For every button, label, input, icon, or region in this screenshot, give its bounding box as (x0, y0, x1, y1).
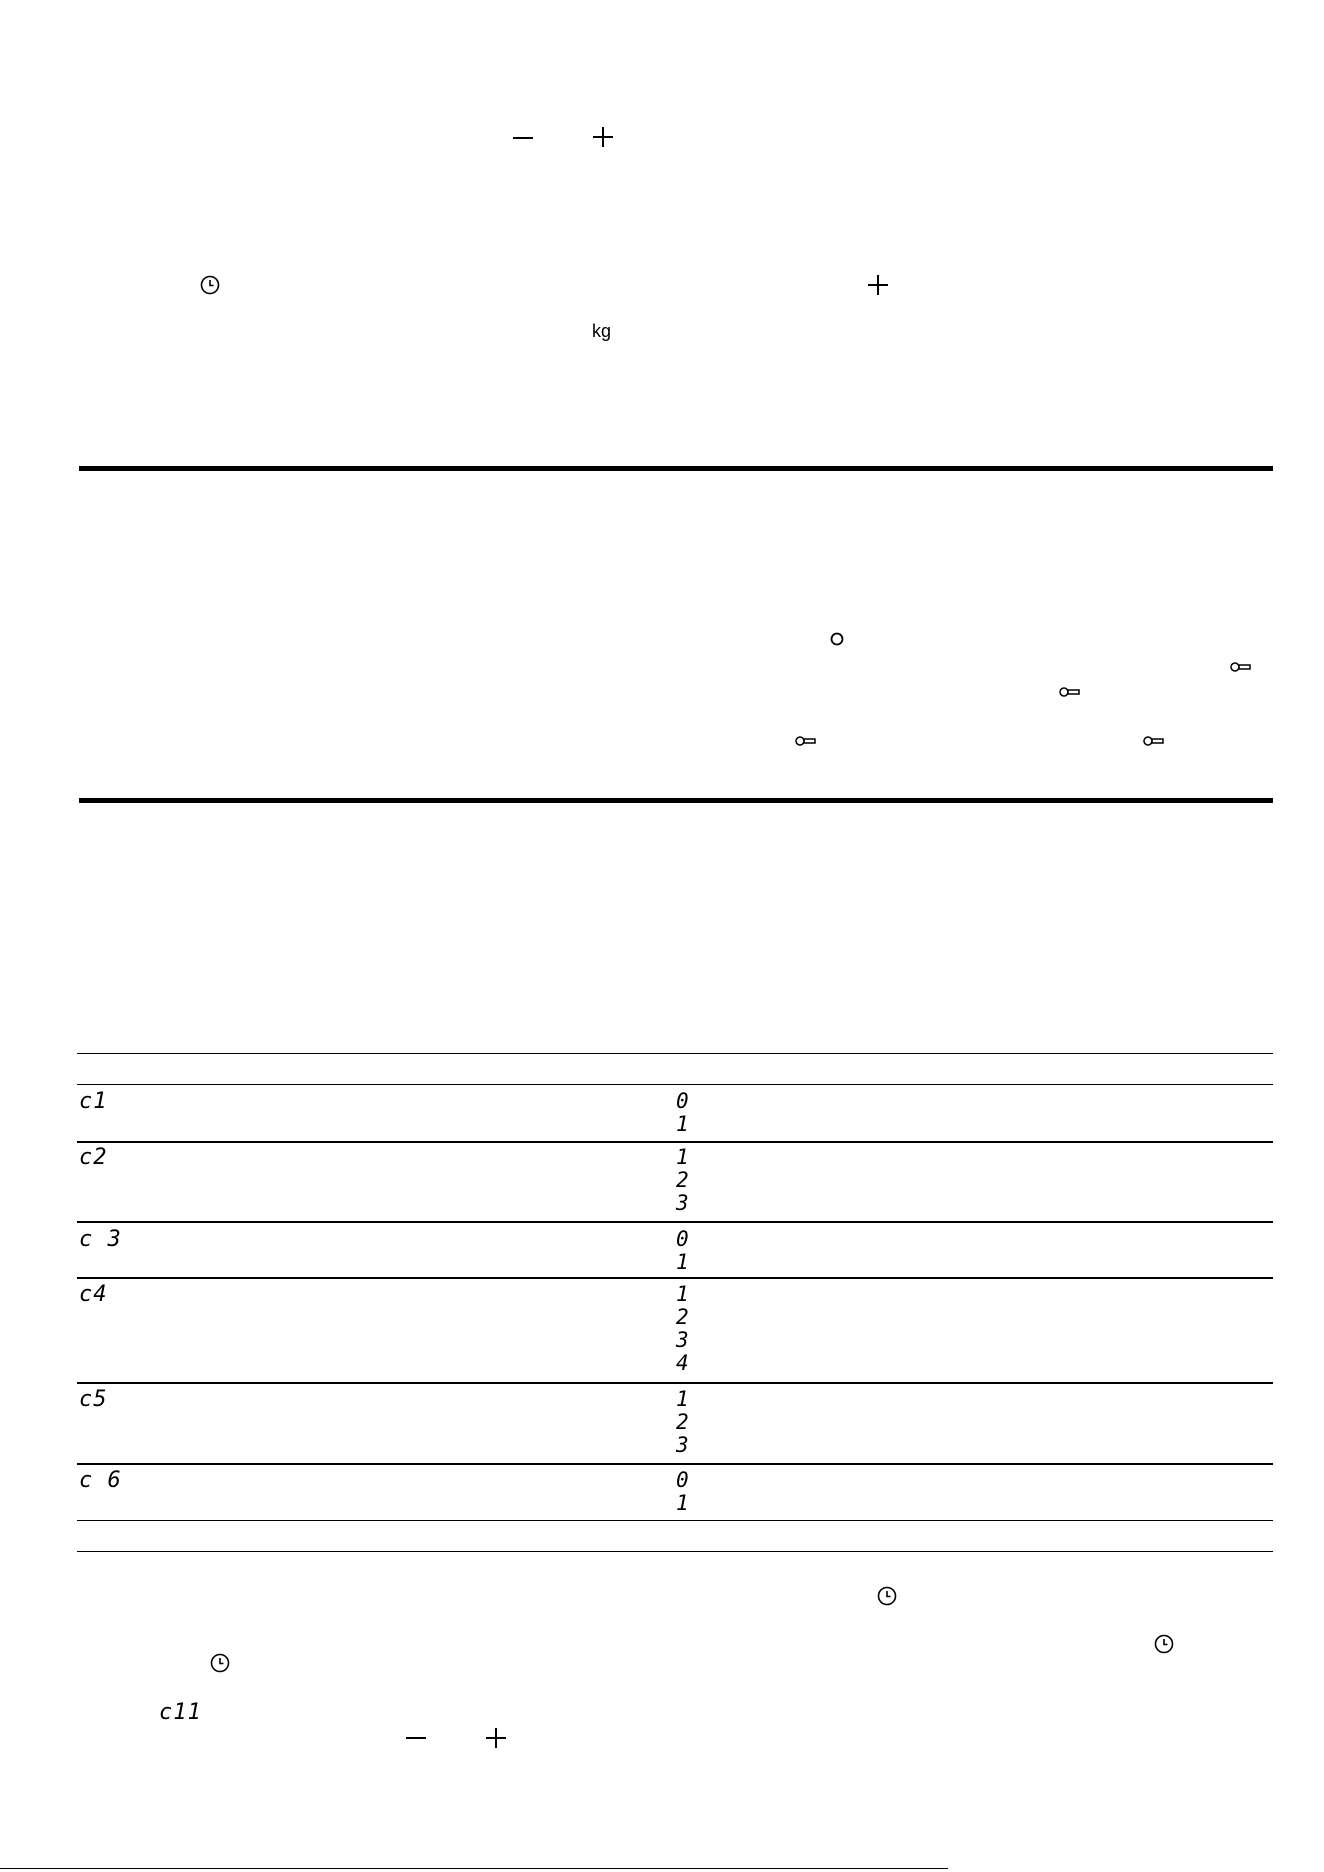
setting-value: 2 (676, 1168, 689, 1192)
setting-code: c2 (79, 1145, 108, 1170)
table-row-rule (77, 1463, 1273, 1465)
table-row-rule (77, 1141, 1273, 1143)
setting-code-c11: c11 (159, 1700, 202, 1725)
circle-icon (830, 632, 844, 646)
plus-icon (868, 275, 888, 295)
page-footer-rule (0, 1868, 948, 1869)
setting-code: c1 (79, 1089, 108, 1114)
setting-value: 3 (676, 1191, 689, 1215)
table-top-rule (77, 1053, 1273, 1054)
setting-value: 4 (676, 1351, 689, 1375)
key-icon (1143, 735, 1165, 747)
setting-value: 2 (676, 1410, 689, 1434)
clock-icon (877, 1586, 897, 1606)
setting-code: c 6 (79, 1468, 122, 1493)
setting-value: 1 (676, 1250, 689, 1274)
setting-value: 2 (676, 1305, 689, 1329)
setting-code: c5 (79, 1387, 108, 1412)
key-icon (1059, 686, 1081, 698)
plus-icon (486, 1728, 506, 1748)
setting-value: 1 (676, 1112, 689, 1136)
setting-code: c4 (79, 1282, 108, 1307)
table-row-rule (77, 1221, 1273, 1223)
setting-value: 1 (676, 1282, 689, 1306)
table-row-rule (77, 1520, 1273, 1521)
clock-icon (1154, 1634, 1174, 1654)
clock-icon (200, 275, 220, 295)
setting-value: 0 (676, 1468, 689, 1492)
setting-value: 0 (676, 1089, 689, 1113)
table-row-rule (77, 1382, 1273, 1384)
setting-value: 3 (676, 1433, 689, 1457)
key-icon (1230, 661, 1252, 673)
section-divider (79, 466, 1273, 471)
key-icon (795, 735, 817, 747)
table-row-rule (77, 1277, 1273, 1279)
minus-icon (513, 128, 533, 148)
setting-value: 1 (676, 1491, 689, 1515)
minus-icon (406, 1728, 426, 1748)
setting-value: 3 (676, 1328, 689, 1352)
section-divider (79, 798, 1273, 803)
setting-value: 1 (676, 1145, 689, 1169)
setting-code: c 3 (79, 1227, 122, 1252)
plus-icon (593, 127, 613, 147)
table-header-rule (77, 1084, 1273, 1085)
clock-icon (210, 1653, 230, 1673)
table-bottom-rule (77, 1551, 1273, 1552)
setting-value: 1 (676, 1387, 689, 1411)
setting-value: 0 (676, 1227, 689, 1251)
unit-kg: kg (592, 321, 612, 341)
